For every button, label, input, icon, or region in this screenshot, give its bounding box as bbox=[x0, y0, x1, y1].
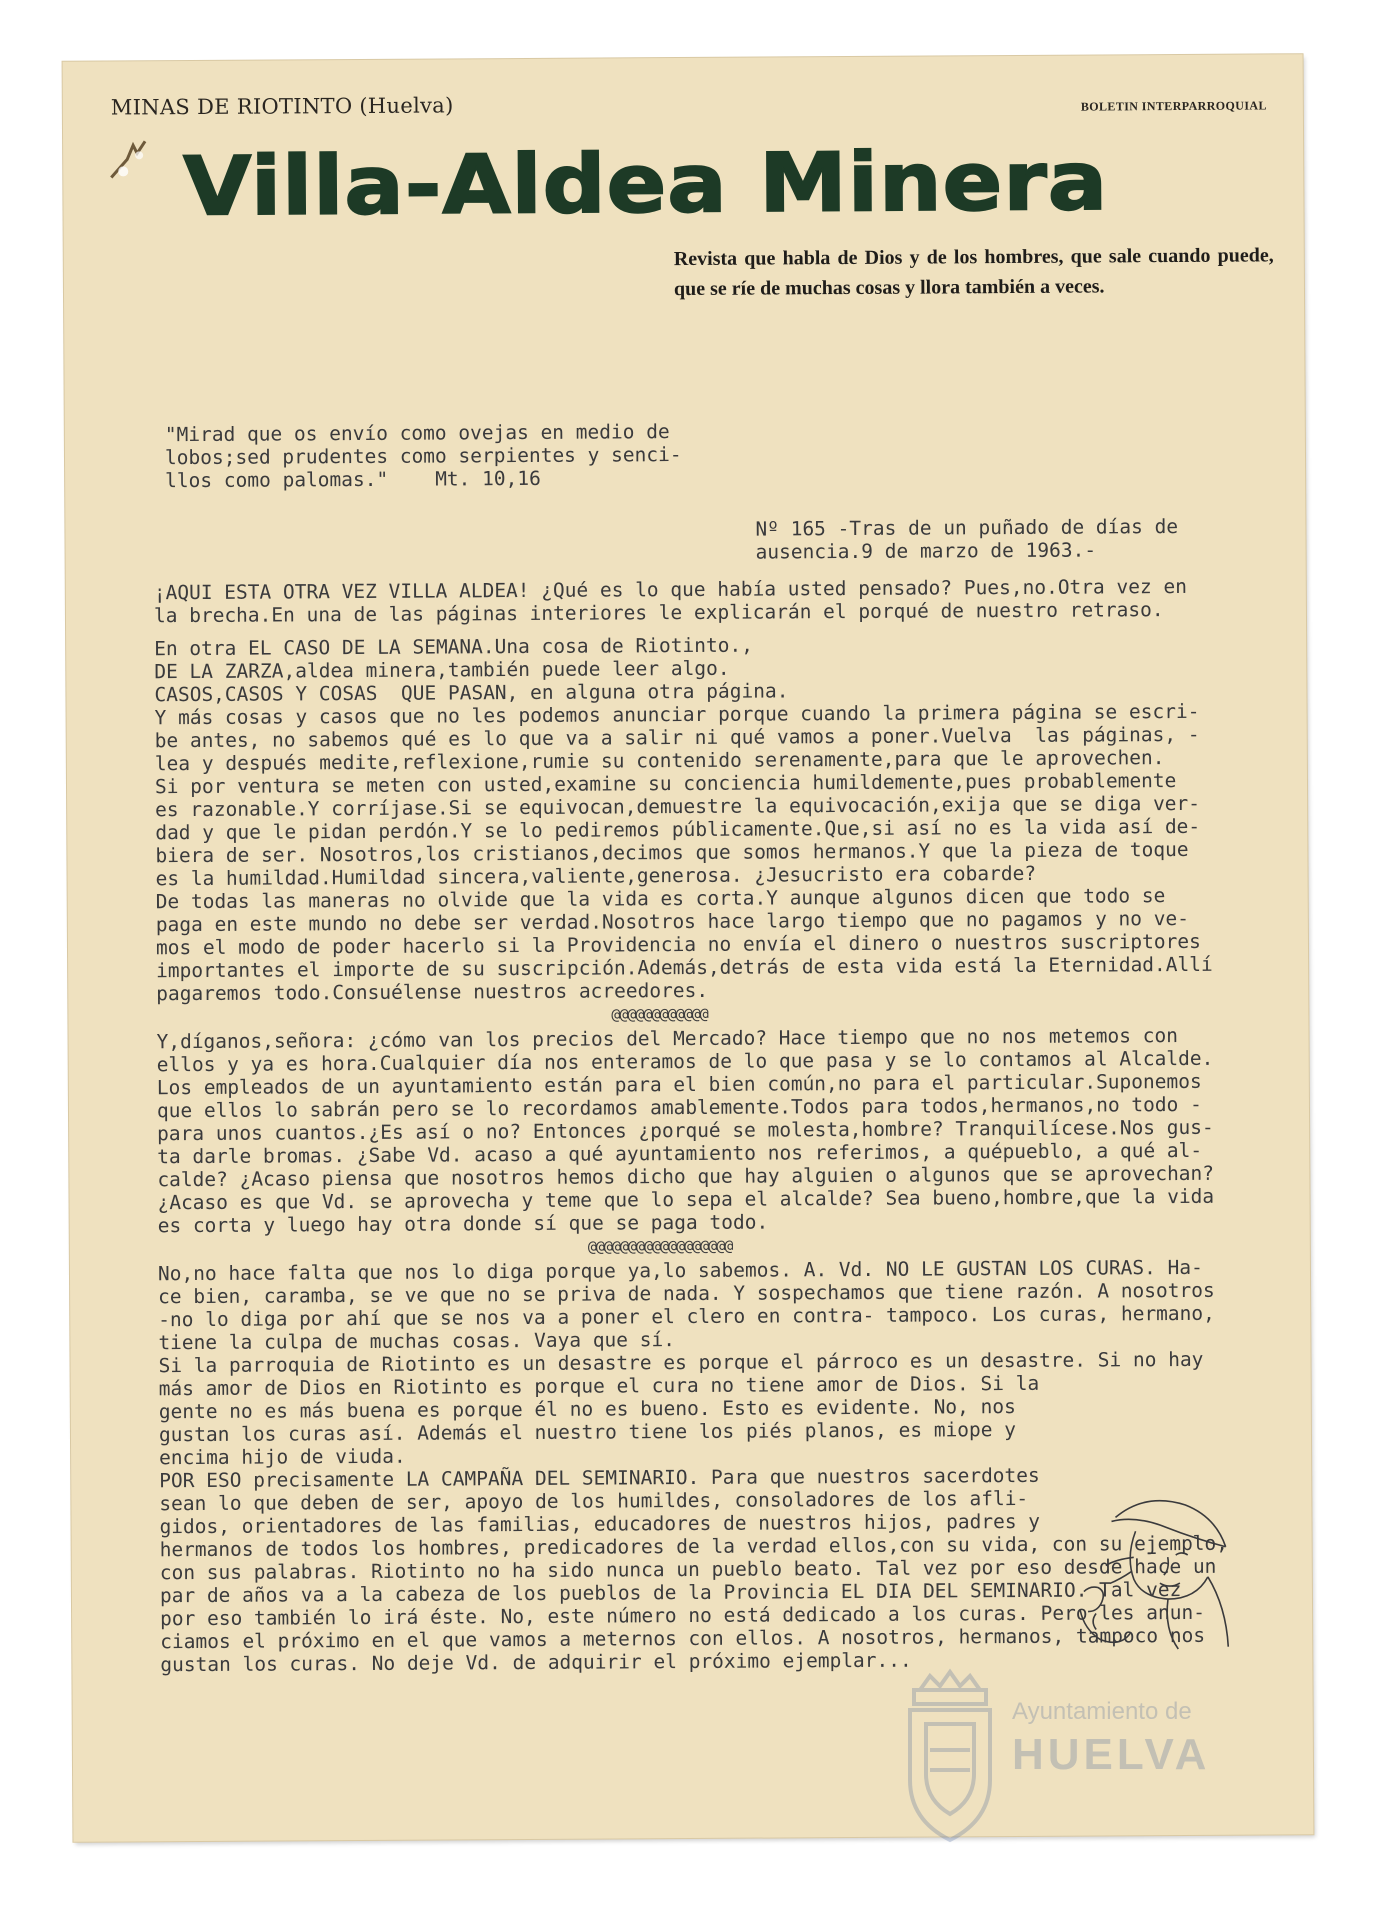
watermark-line1: Ayuntamiento de bbox=[1012, 1698, 1192, 1725]
curas-paragraph: No,no hace falta que nos lo diga porque ya,lo sabemos. A. Vd. NO LE GUSTAN LOS CURAS. Ha- ce bien, caramba, se ve que no se priva de nada. Y sospechamos que tiene razón. A nosotros -no lo diga por ahí que se nos va a poner el clero en contra- tampoco. Los curas, hermano, tiene la culpa de muchas cosas. Vaya que sí. Si la parroquia de Riotinto es un desastre es porque el párroco es un desastre. Si no hay más amor de Dios en Riotinto es porque el cura no tiene amor de Dios. Si la gente no es más buena es porque él no es bueno. Esto es evidente. No, nos gustan los curas así. Además el nuestro tiene los piés planos, es miope y encima hijo de viuda. POR ESO precisamente LA CAMPAÑA DEL SEMINARIO. Para que nuestros sacerdotes sean lo que deben de ser, apoyo de los humildes, consoladores de los afli- gidos, orientadores de las familias, educadores de nuestros hijos, padres y hermanos de todos los hombres, predicadores de la verdad ellos,con su vida, con su ejemplo, con sus palabras. Riotinto no ha sido nunca un pueblo beato. Tal vez por eso desde hace un par de años va a la cabeza de los pueblos de la Provincia EL DIA DEL SEMINARIO. Tal vez por eso también lo irá éste. No, este número no está dedicado a los curas. Pero les anun- ciamos el próximo en el que vamos a meternos con ellos. A nosotros, hermanos, tampoco nos gustan los curas. No deje Vd. de adquirir el próximo ejemplar... bbox=[157, 1255, 1229, 1677]
article-body bbox=[154, 575, 1229, 1677]
issue-line: Nº 165 -Tras de un puñado de días de ausencia.9 de marzo de 1963.- bbox=[755, 514, 1179, 564]
watermark-line2: HUELVA bbox=[1012, 1730, 1211, 1779]
intro-paragraph: ¡AQUI ESTA OTRA VEZ VILLA ALDEA! ¿Qué es lo que había usted pensado? Pues,no.Otra vez en la brecha.En una de las páginas interiores le explicarán el porqué de nuestro retraso. bbox=[153, 574, 1187, 628]
masthead-subtitle: Revista que habla de Dios y de los hombres, que sale cuando puede, que se ríe de muchas cosas y llora también a veces. bbox=[673, 244, 1274, 301]
city-crest-icon bbox=[900, 1660, 1000, 1850]
priest-sketch-illustration bbox=[1075, 1487, 1236, 1658]
ink-stain bbox=[93, 115, 173, 195]
market-paragraph: Y,díganos,señora: ¿cómo van los precios del Mercado? Hace tiempo que no nos metemos con ellos y ya es hora.Cualquier día nos enteramos de lo que pasa y se lo contamos al Alcalde. Los empleados de un ayuntamiento están para el bien común,no para el particular.Suponemos que ellos lo sabrán pero se lo recordamos amablemente.Todos para todos,hermanos,no todo - para unos cuantos.¿Es así o no? Entonces ¿porqué se molesta,hombre? Tranquilícese.Nos gus- ta darle bromas. ¿Sabe Vd. acaso a qué ayuntamiento nos referimos, a quépueblo, a qué al- calde? ¿Acaso piensa que nosotros hemos dicho que hay alguien o algunos que se aprovechan? ¿Acaso es que Vd. se aprovecha y teme que lo sepa el alcalde? Sea bueno,hombre,que la vida es corta y luego hay otra donde sí que se paga todo. bbox=[156, 1024, 1215, 1238]
contents-paragraph: En otra EL CASO DE LA SEMANA.Una cosa de Riotinto., DE LA ZARZA,aldea minera,también puede leer algo. CASOS,CASOS Y COSAS QUE PASAN, en alguna otra página. Y más cosas y casos que no les podemos anunciar porque cuando la primera página se escri- be antes, no sabemos qué es lo que va a salir ni qué vamos a poner.Vuelva las páginas, - lea y después medite,reflexione,rumie su contenido serenamente,para que le aprovechen. Si por ventura se meten con usted,examine su conciencia humildemente,pues probablemente es razonable.Y corríjase.Si se equivocan,demuestre la equivocación,exija que se diga ver- dad y que le pidan perdón.Y se lo pediremos públicamente.Que,si así no es la vida así de- biera de ser. Nosotros,los cristianos,decimos que somos hermanos.Y que la pieza de toque es la humildad.Humildad sincera,valiente,generosa. ¿Jesucristo era cobarde? De todas las maneras no olvide que la vida es corta.Y aunque algunos dicen que todo se paga en este mundo no debe ser verdad.Nosotros hace largo tiempo que no pagamos y no ve- mos el modo de poder hacerlo si la Providencia no envía el dinero o nuestros suscriptores importantes el importe de su suscripción.Además,detrás de esta vida está la Eternidad.Allí pagaremos todo.Consuélense nuestros acreedores. bbox=[154, 633, 1213, 1006]
archive-watermark bbox=[900, 1660, 1320, 1860]
section-separator: @@@@@@@@@@@@@@@@@@ bbox=[587, 1236, 733, 1256]
bible-quote: "Mirad que os envío como ovejas en medio de lobos;sed prudentes como serpientes y senci- llos como palomas." Mt. 10,16 bbox=[164, 420, 682, 493]
section-separator: @@@@@@@@@@@@ bbox=[611, 1004, 708, 1024]
bulletin-label: BOLETIN INTERPARROQUIAL bbox=[1080, 98, 1267, 114]
location-header: MINAS DE RIOTINTO (Huelva) bbox=[110, 93, 454, 120]
masthead-title: Villa-Aldea Minera bbox=[183, 133, 1109, 234]
newsletter-page bbox=[63, 54, 1314, 1842]
